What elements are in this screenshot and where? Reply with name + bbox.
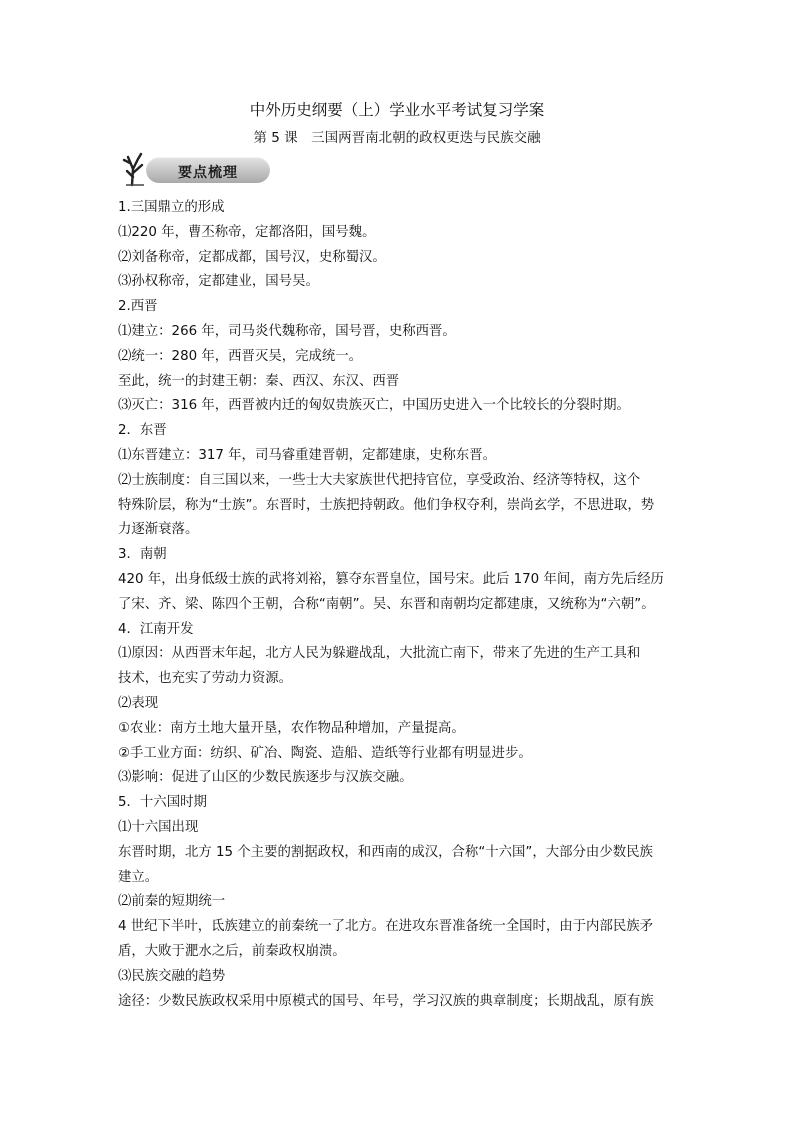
section-heading: 4．江南开发 xyxy=(118,621,194,637)
text-line: ⑵统一：280 年，西晋灭吴，完成统一。 xyxy=(118,348,363,364)
text-line: 至此，统一的封建王朝：秦、西汉、东汉、西晋 xyxy=(118,373,400,389)
text-line: ⑵前秦的短期统一 xyxy=(118,894,226,910)
text-line: ⑶孙权称帝，定都建业，国号吴。 xyxy=(118,274,319,290)
text-line: 技术，也充实了劳动力资源。 xyxy=(118,671,293,687)
text-line: 4 世纪下半叶，氐族建立的前秦统一了北方。在进攻东晋准备统一全国时，由于内部民族矛 xyxy=(118,919,654,935)
text-line: ⑵刘备称帝，定都成都，国号汉，史称蜀汉。 xyxy=(118,249,386,265)
text-line: ⑵士族制度：自三国以来，一些士大夫家族世代把持官位，享受政治、经济等特权，这个 xyxy=(118,472,641,488)
text-line: 力逐渐衰落。 xyxy=(118,522,199,538)
text-line: ⑶灭亡：316 年，西晋被内迁的匈奴贵族灭亡，中国历史进入一个比较长的分裂时期。 xyxy=(118,398,630,414)
text-line: ⑶民族交融的趋势 xyxy=(118,968,226,984)
text-line: ⑴东晋建立：317 年，司马睿重建晋朝，定都建康，史称东晋。 xyxy=(118,447,496,463)
lesson-title: 第 5 课 三国两晋南北朝的政权更迭与民族交融 xyxy=(253,130,541,146)
section-heading: 2.西晋 xyxy=(118,299,158,315)
text-line: 建立。 xyxy=(118,869,159,885)
text-line: 了宋、齐、梁、陈四个王朝，合称“南朝”。吴、东晋和南朝均定都建康，又统称为“六朝”。 xyxy=(118,596,655,612)
section-heading: 2．东晋 xyxy=(118,423,167,439)
text-line: 东晋时期，北方 15 个主要的割据政权，和西南的成汉，合称“十六国”，大部分由少数民族 xyxy=(118,844,653,860)
text-line: ②手工业方面：纺织、矿冶、陶瓷、造船、造纸等行业都有明显进步。 xyxy=(118,745,532,761)
text-line: 途径：少数民族政权采用中原模式的国号、年号，学习汉族的典章制度；长期战乱，原有族 xyxy=(118,993,654,1009)
section-badge xyxy=(118,151,270,187)
text-line: ⑵表现 xyxy=(118,695,159,711)
text-line: 420 年，出身低级士族的武将刘裕，篡夺东晋皇位，国号宋。此后 170 年间，南方先后经历 xyxy=(118,571,664,587)
text-line: ⑴220 年，曹丕称帝，定都洛阳，国号魏。 xyxy=(118,224,376,240)
text-line: ⑴建立：266 年，司马炎代魏称帝，国号晋，史称西晋。 xyxy=(118,323,456,339)
text-line: ⑴十六国出现 xyxy=(118,819,199,835)
badge-label: 要点梳理 xyxy=(178,165,238,181)
document-title: 中外历史纲要（上）学业水平考试复习学案 xyxy=(249,101,545,119)
text-line: 盾，大败于淝水之后，前秦政权崩溃。 xyxy=(118,943,346,959)
text-line: 特殊阶层，称为“士族”。东晋时，士族把持朝政。他们争权夺利，崇尚玄学，不思进取，势 xyxy=(118,497,655,513)
text-line: ⑶影响：促进了山区的少数民族逐步与汉族交融。 xyxy=(118,770,413,786)
content-body xyxy=(118,196,674,1014)
section-heading: 5．十六国时期 xyxy=(118,795,207,811)
text-line: ①农业：南方土地大量开垦，农作物品种增加，产量提高。 xyxy=(118,720,465,736)
text-line: ⑴原因：从西晋末年起，北方人民为躲避战乱，大批流亡南下，带来了先进的生产工具和 xyxy=(118,646,641,662)
section-heading: 1.三国鼎立的形成 xyxy=(118,200,225,215)
section-heading: 3．南朝 xyxy=(118,547,167,563)
